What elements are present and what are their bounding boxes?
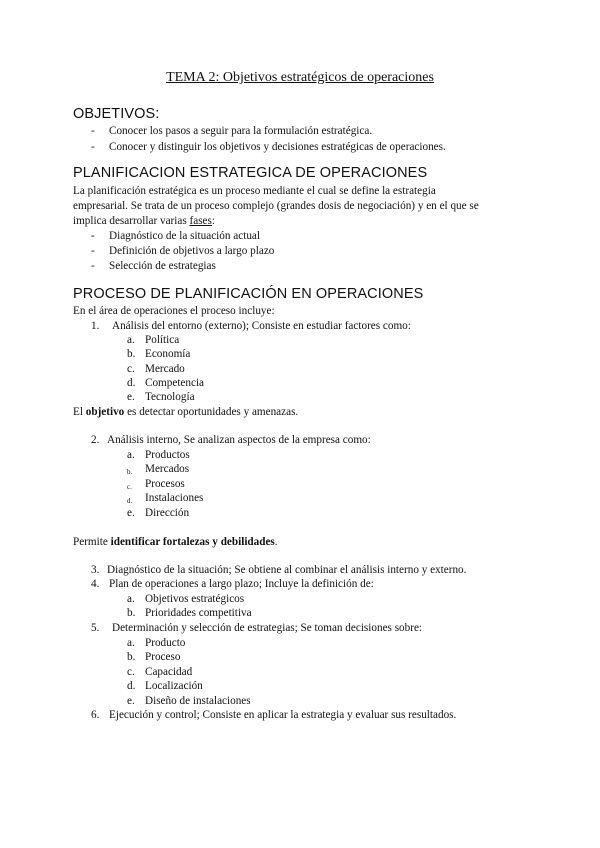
bullet-dash: - [91,260,95,272]
step-number: 2. [91,434,100,446]
proceso-heading: PROCESO DE PLANIFICACIÓN EN OPERACIONES [73,286,424,302]
planificacion-heading: PLANIFICACION ESTRATEGICA DE OPERACIONES [73,165,428,181]
step-number: 6. [91,709,100,721]
step-text: Diagnóstico de la situación; Se obtiene al combinar el análisis interno y externo. [107,564,467,576]
step-number: 1. [91,320,100,332]
step-number: 4. [91,578,100,590]
list-item: Diagnóstico de la situación actual [109,230,260,242]
paragraph-line: La planificación estratégica es un proceso mediante el cual se define la estrategia [73,185,436,197]
sub-item: Mercado [145,363,185,375]
sub-item: Prioridades competitiva [145,607,252,619]
sub-item: Dirección [145,507,190,519]
permite-sentence: Permite identificar fortalezas y debilidades. [73,536,278,548]
fases-underlined: fases [189,215,212,227]
bullet-dash: - [91,245,95,257]
sub-letter: b. [127,468,133,476]
sub-letter: a. [127,449,135,461]
paragraph-line: implica desarrollar varias fases: [73,215,215,227]
step-number: 3. [91,564,100,576]
sub-item: Objetivos estratégicos [145,593,245,605]
sub-item: Tecnología [145,391,195,403]
sub-letter: d. [127,497,133,505]
sub-letter: a. [127,637,135,649]
sub-letter: e. [127,391,135,403]
sub-item: Diseño de instalaciones [145,695,251,707]
list-item: Selección de estrategias [109,260,216,272]
sub-letter: d. [127,680,136,692]
sub-letter: c. [127,483,132,491]
sub-item: Mercados [145,463,190,475]
sub-item: Producto [145,637,186,649]
sub-item: Economía [145,348,191,360]
step-text: Plan de operaciones a largo plazo; Incluye la definición de: [109,578,374,590]
list-item: Conocer y distinguir los objetivos y decisiones estratégicas de operaciones. [109,141,446,153]
list-item: Conocer los pasos a seguir para la formulación estratégica. [109,125,373,137]
sub-letter: b. [127,607,136,619]
step-text: Ejecución y control; Consiste en aplicar la estrategia y evaluar sus resultados. [109,709,457,721]
sub-item: Política [145,334,180,346]
sub-item: Competencia [145,377,205,389]
sub-letter: e. [127,507,135,519]
step-number: 5. [91,622,100,634]
objetivos-heading: OBJETIVOS: [73,106,160,122]
bullet-dash: - [91,230,95,242]
sub-letter: d. [127,377,136,389]
sub-letter: b. [127,651,136,663]
sub-letter: b. [127,348,136,360]
sub-item: Proceso [145,651,181,663]
sub-item: Instalaciones [145,492,204,504]
step-text: Análisis del entorno (externo); Consiste en estudiar factores como: [112,320,411,332]
bullet-dash: - [91,141,95,153]
step-text: Determinación y selección de estrategias; Se toman decisiones sobre: [112,622,423,634]
paragraph-line: empresarial. Se trata de un proceso complejo (grandes dosis de negociación) y en el que se [73,200,479,212]
sub-letter: e. [127,695,135,707]
list-item: Definición de objetivos a largo plazo [109,245,275,257]
sub-letter: a. [127,593,135,605]
step-text: Análisis interno, Se analizan aspectos de la empresa como: [107,434,371,446]
objetivo-sentence: El objetivo es detectar oportunidades y amenazas. [73,406,299,418]
sub-item: Capacidad [145,666,193,678]
sub-item: Productos [145,449,190,461]
bullet-dash: - [91,125,95,137]
sub-item: Procesos [145,478,185,490]
sub-letter: c. [127,363,135,375]
proceso-intro: En el área de operaciones el proceso incluye: [73,305,275,317]
sub-letter: a. [127,334,135,346]
sub-item: Localización [145,680,203,692]
sub-letter: c. [127,666,135,678]
page-title: TEMA 2: Objetivos estratégicos de operaciones [166,70,434,85]
